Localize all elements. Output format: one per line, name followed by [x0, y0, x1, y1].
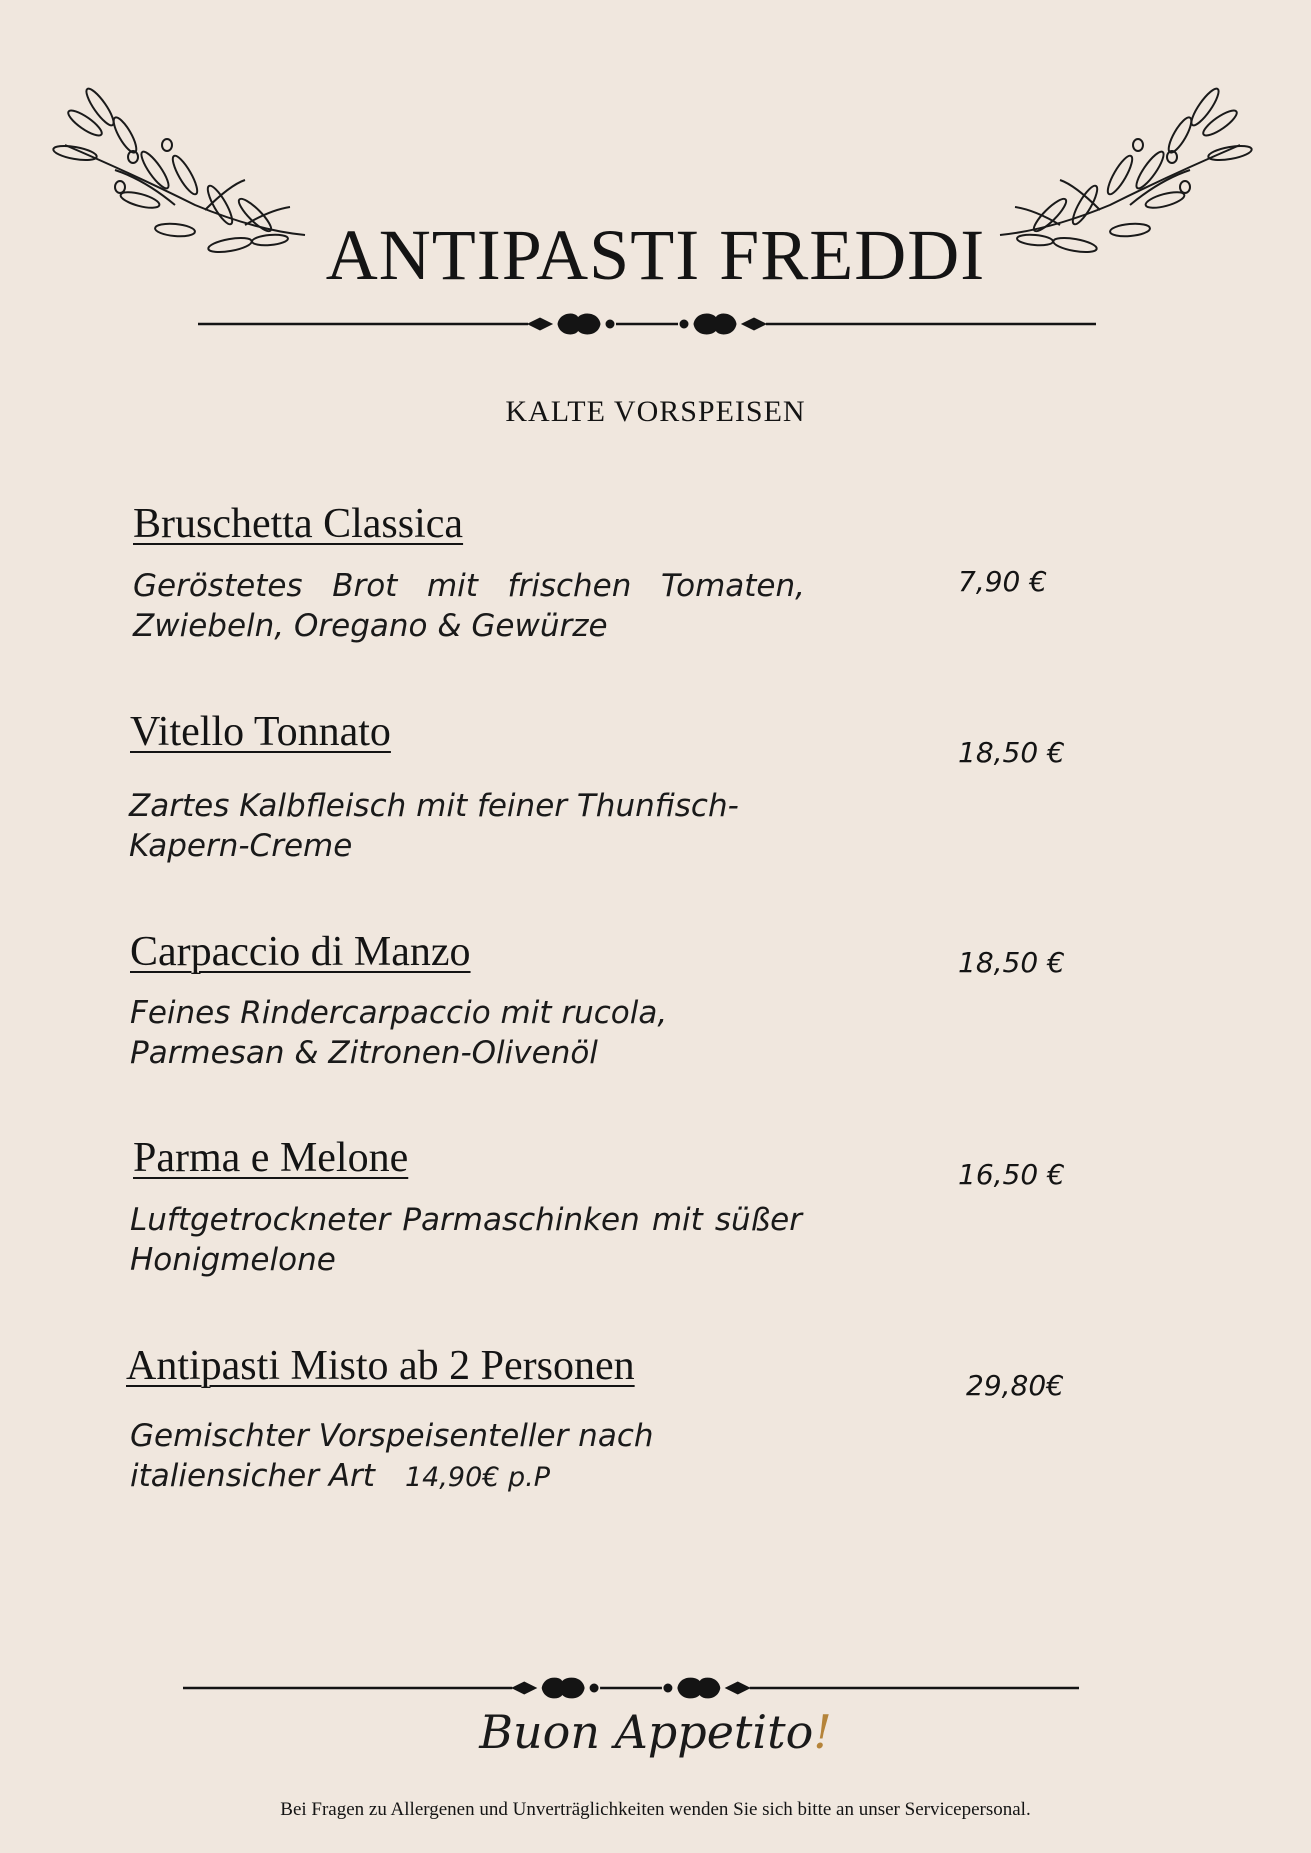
- menu-item-description-text: Gemischter Vorspeisenteller nach italiensicher Art: [130, 1418, 654, 1494]
- menu-item-name: Carpaccio di Manzo: [130, 929, 471, 975]
- menu-item-name: Antipasti Misto ab 2 Personen: [126, 1343, 635, 1389]
- menu-item-description: [130, 1416, 690, 1498]
- section-subtitle: KALTE VORSPEISEN: [505, 395, 806, 428]
- allergen-note: Bei Fragen zu Allergenen und Unverträglichkeiten wenden Sie sich bitte an unser Servicepersonal.: [280, 1799, 1031, 1820]
- menu-item-description: Geröstetes Brot mit frischen Tomaten, Zwiebeln, Oregano & Gewürze: [133, 568, 805, 644]
- menu-item-description: Feines Rindercarpaccio mit rucola, Parmesan & Zitronen-Olivenöl: [130, 995, 668, 1071]
- menu-item-price: 29,80€: [966, 1369, 1064, 1402]
- ornamental-divider-icon: [183, 1672, 1079, 1704]
- signoff-mark: !: [813, 1705, 832, 1759]
- menu-item-price: 18,50 €: [958, 736, 1065, 769]
- menu-item-price: 18,50 €: [958, 946, 1065, 979]
- menu-item-name: Parma e Melone: [133, 1135, 409, 1181]
- signoff: [0, 1705, 1311, 1759]
- menu-item-price: 16,50 €: [958, 1158, 1065, 1191]
- menu-item-name: Bruschetta Classica: [133, 501, 464, 547]
- signoff-text: Buon Appetito: [479, 1705, 814, 1759]
- per-person-price: 14,90€ p.P: [404, 1462, 551, 1493]
- menu-item-description: Luftgetrockneter Parmaschinken mit süßer Honigmelone: [130, 1202, 802, 1278]
- ornamental-divider-icon: [198, 308, 1096, 340]
- menu-item-price: 7,90 €: [958, 565, 1048, 598]
- page-title: ANTIPASTI FREDDI: [325, 215, 986, 295]
- menu-item-name: Vitello Tonnato: [130, 709, 391, 755]
- menu-item-description: Zartes Kalbfleisch mit feiner Thunfisch-Kapern-Creme: [129, 788, 739, 864]
